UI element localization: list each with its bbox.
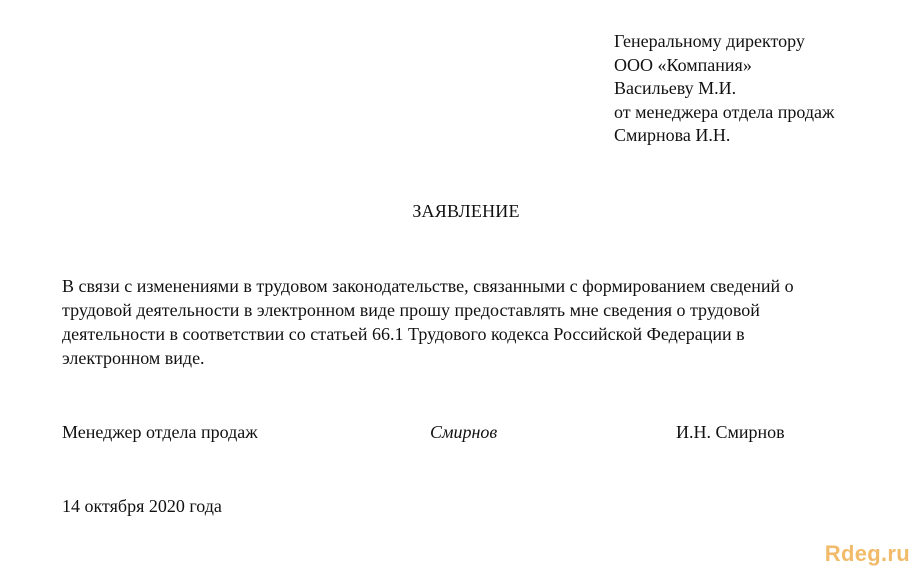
signer-position: Менеджер отдела продаж [62, 422, 258, 442]
document-date: 14 октября 2020 года [62, 496, 222, 516]
body-line: деятельности в соответствии со статьей 66.1 Трудового кодекса Российской Федерации в [62, 324, 745, 344]
addressee-line-name: Васильеву М.И. [614, 78, 737, 98]
signer-name: И.Н. Смирнов [676, 422, 785, 442]
addressee-line-company: ООО «Компания» [614, 54, 752, 75]
body-line: трудовой деятельности в электронном виде прошу предоставлять мне сведения о трудовой [62, 300, 760, 320]
handwritten-signature: Смирнов [430, 422, 498, 442]
addressee-line-sender: Смирнова И.Н. [614, 125, 731, 145]
addressee-line-from: от менеджера отдела продаж [614, 101, 835, 122]
addressee-block [614, 30, 834, 148]
body-line: В связи с изменениями в трудовом законодательстве, связанными с формированием сведений о [62, 276, 794, 296]
document-title: ЗАЯВЛЕНИЕ [412, 201, 520, 221]
statement-body [62, 274, 862, 370]
body-line: электронном виде. [62, 348, 205, 368]
site-watermark: Rdeg.ru [824, 541, 910, 566]
addressee-line-position: Генеральному директору [614, 31, 805, 51]
